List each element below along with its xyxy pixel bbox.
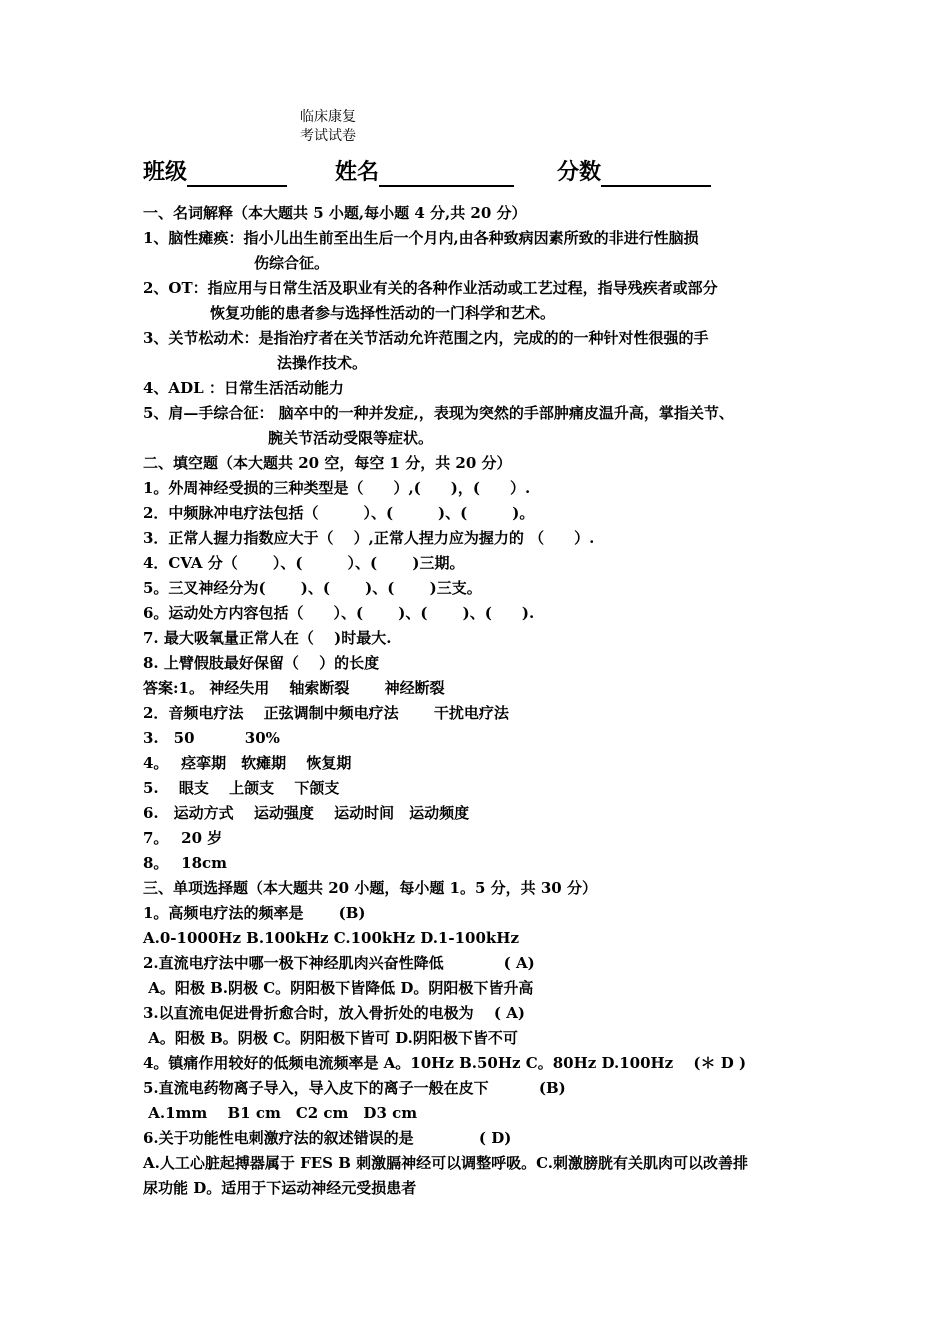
term-1-line-1: 1、脑性瘫痪：指小儿出生前至出生后一个月内,由各种致病因素所致的非进行性脑损 [143,229,699,247]
name-field [335,157,514,187]
choice-6-options-line-2: 尿功能 D。适用于下运动神经元受损患者 [143,1179,417,1197]
choice-1-question: 1。高频电疗法的频率是 (B) [143,904,366,922]
term-3-line-2: 法操作技术。 [277,354,368,372]
choice-6-question: 6.关于功能性电刺激疗法的叙述错误的是 ( D) [143,1129,512,1147]
term-1-line-2: 伤综合征。 [254,254,330,272]
fill-6: 6。运动处方内容包括（ ）、( )、( )、( ). [143,604,535,622]
term-5-line-1: 5、肩—手综合征： 脑卒中的一种并发症,，表现为突然的手部肿痛皮温升高，掌指关节、 [143,404,734,422]
choice-2-options: A。阳极 B.阴极 C。阴阳极下皆降低 D。阴阳极下皆升高 [143,979,534,997]
class-field [143,157,287,187]
answer-5: 5. 眼支 上颌支 下颌支 [143,779,340,797]
doc-title-line2: 考试试卷 [300,128,356,144]
choice-4-question: 4。镇痛作用较好的低频电流频率是 A。10Hz B.50Hz C。80Hz D.100Hz (＊ D ) [143,1054,747,1072]
fill-5: 5。三叉神经分为( )、( )、( )三支。 [143,579,482,597]
name-label: 姓名 [335,159,380,185]
doc-title-line1: 临床康复 [300,109,356,125]
section-1-heading: 一、名词解释（本大题共 5 小题,每小题 4 分,共 20 分） [143,204,527,222]
answer-1: 答案:1。 神经失用 轴索断裂 神经断裂 [143,679,445,697]
score-field [557,157,711,187]
choice-1-options: A.0-1000Hz B.100kHz C.100kHz D.1-100kHz [143,929,519,947]
answer-2: 2．音频电疗法 正弦调制中频电疗法 干扰电疗法 [143,704,509,722]
score-label: 分数 [557,159,602,185]
fill-7: 7. 最大吸氧量正常人在（ )时最大. [143,629,392,647]
term-2-line-2: 恢复功能的患者参与选择性活动的一门科学和艺术。 [210,304,556,322]
answer-4: 4。 痉挛期 软瘫期 恢复期 [143,754,352,772]
answer-6: 6. 运动方式 运动强度 运动时间 运动频度 [143,804,470,822]
score-blank [601,161,711,187]
section-2-heading: 二、填空题（本大题共 20 空，每空 1 分，共 20 分） [143,454,512,472]
term-4-line-1: 4、ADL ：日常生活活动能力 [143,379,344,397]
choice-6-options-line-1: A.人工心脏起搏器属于 FES B 刺激膈神经可以调整呼吸。C.刺激膀胱有关肌肉可以改善排 [143,1154,749,1172]
class-label: 班级 [143,159,188,185]
choice-2-question: 2.直流电疗法中哪一极下神经肌肉兴奋性降低 ( A) [143,954,535,972]
choice-3-question: 3.以直流电促进骨折愈合时，放入骨折处的电极为 ( A) [143,1004,525,1022]
term-3-line-1: 3、关节松动术：是指治疗者在关节活动允许范围之内，完成的的一种针对性很强的手 [143,329,709,347]
fill-8: 8. 上臂假肢最好保留（ ）的长度 [143,654,380,672]
name-blank [379,161,514,187]
class-blank [187,161,287,187]
fill-1: 1。外周神经受损的三种类型是（ ）,( )，( ）. [143,479,531,497]
term-5-line-2: 腕关节活动受限等症状。 [268,429,434,447]
fill-4: 4．CVA 分（ ）、( ）、( )三期。 [143,554,465,572]
choice-3-options: A。阳极 B。阴极 C。阴阳极下皆可 D.阴阳极下皆不可 [143,1029,518,1047]
section-3-heading: 三、单项选择题（本大题共 20 小题，每小题 1。5 分，共 30 分） [143,879,597,897]
fill-2: 2．中频脉冲电疗法包括（ ）、( )、( )。 [143,504,535,522]
fill-3: 3．正常人握力指数应大于（ ）,正常人捏力应为握力的 （ ）. [143,529,595,547]
answer-7: 7。 20 岁 [143,829,223,847]
term-2-line-1: 2、OT：指应用与日常生活及职业有关的各种作业活动或工艺过程，指导残疾者或部分 [143,279,718,297]
answer-8: 8。 18cm [143,854,228,872]
answer-3: 3. 50 30% [143,729,280,747]
choice-5-question: 5.直流电药物离子导入，导入皮下的离子一般在皮下 (B) [143,1079,566,1097]
choice-5-options: A.1mm B1 cm C2 cm D3 cm [143,1104,418,1122]
